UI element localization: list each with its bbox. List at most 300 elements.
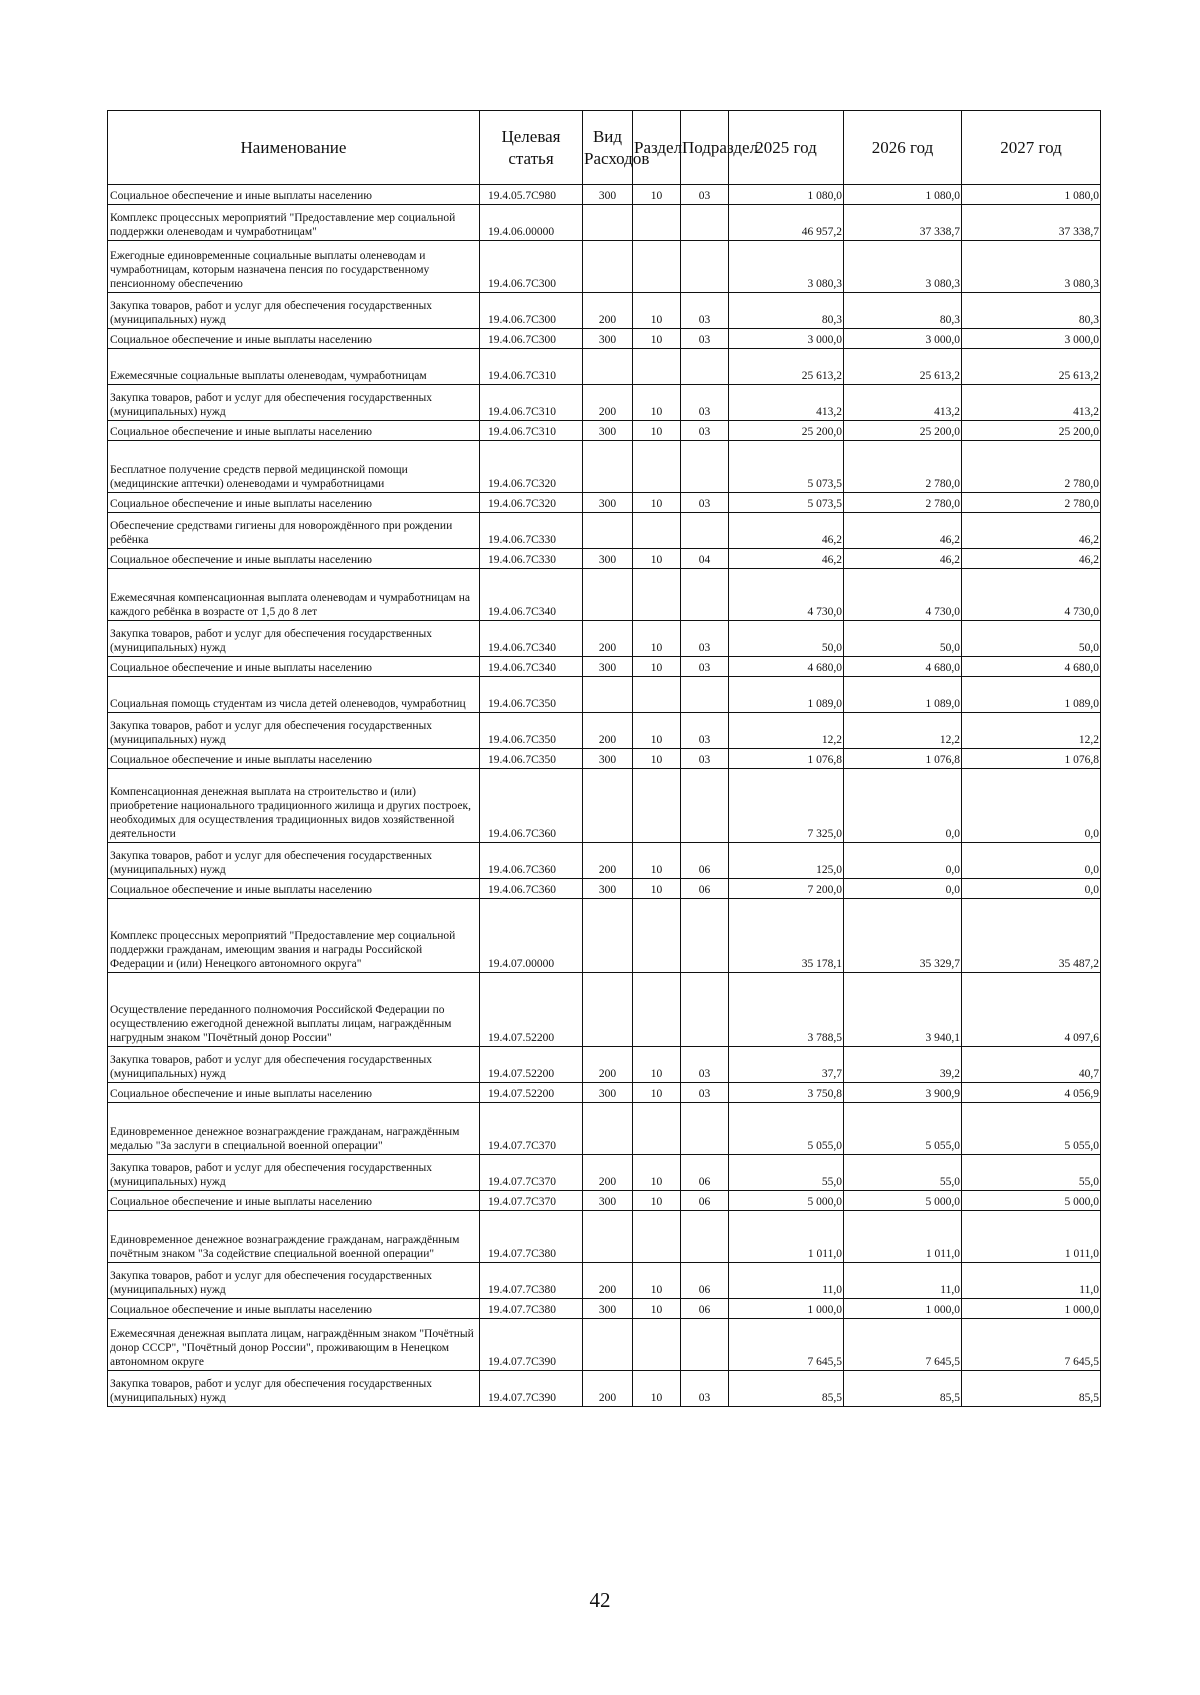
- cell-2025: 3 788,5: [729, 973, 844, 1047]
- cell-target-article: 19.4.07.52200: [480, 1083, 583, 1103]
- cell-name: Социальное обеспечение и иные выплаты населению: [108, 879, 480, 899]
- cell-subsection: [681, 677, 729, 713]
- cell-2026: 7 645,5: [844, 1319, 962, 1371]
- cell-expense-type: 200: [583, 385, 633, 421]
- cell-subsection: 03: [681, 421, 729, 441]
- cell-section: [633, 241, 681, 293]
- cell-2025: 4 730,0: [729, 569, 844, 621]
- cell-name: Ежемесячные социальные выплаты оленеводам, чумработницам: [108, 349, 480, 385]
- cell-subsection: 03: [681, 1083, 729, 1103]
- cell-2027: 2 780,0: [962, 493, 1101, 513]
- cell-2026: 46,2: [844, 549, 962, 569]
- cell-2027: 413,2: [962, 385, 1101, 421]
- table-row: [108, 549, 1101, 569]
- cell-2027: 1 076,8: [962, 749, 1101, 769]
- cell-2027: 1 011,0: [962, 1211, 1101, 1263]
- table-row: [108, 1263, 1101, 1299]
- cell-2025: 4 680,0: [729, 657, 844, 677]
- cell-name: Комплекс процессных мероприятий "Предоставление мер социальной поддержки оленеводам и чумработницам": [108, 205, 480, 241]
- cell-section: [633, 1211, 681, 1263]
- cell-expense-type: [583, 973, 633, 1047]
- header-name: Наименование: [108, 111, 480, 185]
- cell-2025: 12,2: [729, 713, 844, 749]
- cell-2027: 85,5: [962, 1371, 1101, 1407]
- cell-2025: 55,0: [729, 1155, 844, 1191]
- cell-section: 10: [633, 1191, 681, 1211]
- cell-2026: 3 900,9: [844, 1083, 962, 1103]
- cell-2025: 7 200,0: [729, 879, 844, 899]
- cell-expense-type: [583, 513, 633, 549]
- cell-expense-type: [583, 677, 633, 713]
- cell-section: [633, 205, 681, 241]
- cell-expense-type: 200: [583, 843, 633, 879]
- cell-target-article: 19.4.06.7С310: [480, 385, 583, 421]
- cell-2027: 5 000,0: [962, 1191, 1101, 1211]
- table-row: [108, 441, 1101, 493]
- cell-expense-type: [583, 349, 633, 385]
- cell-subsection: 03: [681, 1047, 729, 1083]
- table-row: [108, 677, 1101, 713]
- cell-subsection: [681, 349, 729, 385]
- cell-section: 10: [633, 1371, 681, 1407]
- cell-target-article: 19.4.07.7С380: [480, 1263, 583, 1299]
- cell-expense-type: [583, 769, 633, 843]
- cell-name: Ежемесячная компенсационная выплата оленеводам и чумработницам на каждого ребёнка в возрасте от 1,5 до 8 лет: [108, 569, 480, 621]
- cell-subsection: [681, 205, 729, 241]
- cell-name: Закупка товаров, работ и услуг для обеспечения государственных (муниципальных) нужд: [108, 713, 480, 749]
- cell-target-article: 19.4.07.52200: [480, 973, 583, 1047]
- cell-2027: 1 080,0: [962, 185, 1101, 205]
- cell-2027: 25 613,2: [962, 349, 1101, 385]
- cell-2025: 5 000,0: [729, 1191, 844, 1211]
- table-row: [108, 657, 1101, 677]
- cell-2025: 1 000,0: [729, 1299, 844, 1319]
- cell-subsection: [681, 1103, 729, 1155]
- cell-target-article: 19.4.06.7С340: [480, 657, 583, 677]
- table-row: [108, 749, 1101, 769]
- table-row: [108, 713, 1101, 749]
- cell-subsection: 06: [681, 843, 729, 879]
- header-target-article: Целевая статья: [480, 111, 583, 185]
- cell-expense-type: 200: [583, 1155, 633, 1191]
- cell-2026: 25 200,0: [844, 421, 962, 441]
- cell-2027: 80,3: [962, 293, 1101, 329]
- cell-target-article: 19.4.06.7С360: [480, 843, 583, 879]
- cell-2025: 5 073,5: [729, 493, 844, 513]
- cell-expense-type: 300: [583, 1299, 633, 1319]
- cell-target-article: 19.4.06.7С300: [480, 329, 583, 349]
- cell-subsection: [681, 441, 729, 493]
- header-2025: 2025 год: [729, 111, 844, 185]
- table-row: [108, 185, 1101, 205]
- cell-target-article: 19.4.05.7С980: [480, 185, 583, 205]
- cell-2025: 3 750,8: [729, 1083, 844, 1103]
- cell-name: Осуществление переданного полномочия Российской Федерации по осуществлению ежегодной денежной выплаты лицам, награждённым нагрудным знаком "Почётный донор России": [108, 973, 480, 1047]
- cell-subsection: [681, 513, 729, 549]
- cell-expense-type: 300: [583, 549, 633, 569]
- cell-section: [633, 441, 681, 493]
- cell-section: [633, 349, 681, 385]
- cell-2027: 5 055,0: [962, 1103, 1101, 1155]
- cell-subsection: 03: [681, 713, 729, 749]
- cell-2027: 46,2: [962, 549, 1101, 569]
- cell-target-article: 19.4.06.7С330: [480, 513, 583, 549]
- cell-name: Единовременное денежное вознаграждение гражданам, награждённым медалью "За заслуги в специальной военной операции": [108, 1103, 480, 1155]
- cell-expense-type: 200: [583, 293, 633, 329]
- cell-subsection: [681, 569, 729, 621]
- cell-section: [633, 513, 681, 549]
- cell-expense-type: 200: [583, 713, 633, 749]
- cell-expense-type: 200: [583, 1047, 633, 1083]
- cell-subsection: 03: [681, 493, 729, 513]
- cell-name: Социальное обеспечение и иные выплаты населению: [108, 421, 480, 441]
- cell-2025: 1 011,0: [729, 1211, 844, 1263]
- cell-name: Социальное обеспечение и иные выплаты населению: [108, 1299, 480, 1319]
- cell-2026: 2 780,0: [844, 493, 962, 513]
- cell-name: Закупка товаров, работ и услуг для обеспечения государственных (муниципальных) нужд: [108, 621, 480, 657]
- cell-name: Социальное обеспечение и иные выплаты населению: [108, 1083, 480, 1103]
- cell-name: Закупка товаров, работ и услуг для обеспечения государственных (муниципальных) нужд: [108, 843, 480, 879]
- cell-section: 10: [633, 385, 681, 421]
- cell-target-article: 19.4.06.7С350: [480, 713, 583, 749]
- cell-2027: 3 080,3: [962, 241, 1101, 293]
- cell-name: Обеспечение средствами гигиены для новорождённого при рождении ребёнка: [108, 513, 480, 549]
- cell-2025: 1 076,8: [729, 749, 844, 769]
- table-row: [108, 421, 1101, 441]
- table-row: [108, 205, 1101, 241]
- cell-target-article: 19.4.06.7С340: [480, 621, 583, 657]
- cell-section: 10: [633, 843, 681, 879]
- cell-2027: 1 089,0: [962, 677, 1101, 713]
- cell-section: 10: [633, 1263, 681, 1299]
- cell-section: 10: [633, 185, 681, 205]
- cell-2025: 37,7: [729, 1047, 844, 1083]
- cell-2025: 7 325,0: [729, 769, 844, 843]
- cell-2027: 4 680,0: [962, 657, 1101, 677]
- cell-expense-type: [583, 1319, 633, 1371]
- table-row: [108, 1211, 1101, 1263]
- cell-expense-type: 300: [583, 749, 633, 769]
- cell-expense-type: [583, 1103, 633, 1155]
- cell-2025: 413,2: [729, 385, 844, 421]
- cell-2027: 0,0: [962, 769, 1101, 843]
- cell-name: Социальное обеспечение и иные выплаты населению: [108, 749, 480, 769]
- cell-2026: 37 338,7: [844, 205, 962, 241]
- cell-2026: 0,0: [844, 843, 962, 879]
- cell-expense-type: 300: [583, 493, 633, 513]
- cell-target-article: 19.4.07.00000: [480, 899, 583, 973]
- cell-target-article: 19.4.06.7С320: [480, 441, 583, 493]
- cell-2026: 0,0: [844, 769, 962, 843]
- cell-name: Закупка товаров, работ и услуг для обеспечения государственных (муниципальных) нужд: [108, 1371, 480, 1407]
- table-row: [108, 1155, 1101, 1191]
- table-row: [108, 843, 1101, 879]
- cell-target-article: 19.4.06.7С330: [480, 549, 583, 569]
- cell-2027: 55,0: [962, 1155, 1101, 1191]
- cell-expense-type: 200: [583, 621, 633, 657]
- cell-2025: 25 200,0: [729, 421, 844, 441]
- cell-name: Социальное обеспечение и иные выплаты населению: [108, 185, 480, 205]
- cell-section: 10: [633, 1047, 681, 1083]
- cell-section: 10: [633, 657, 681, 677]
- cell-2026: 50,0: [844, 621, 962, 657]
- table-row: [108, 1103, 1101, 1155]
- table-row: [108, 899, 1101, 973]
- cell-target-article: 19.4.06.7С360: [480, 769, 583, 843]
- cell-name: Закупка товаров, работ и услуг для обеспечения государственных (муниципальных) нужд: [108, 385, 480, 421]
- table-row: [108, 329, 1101, 349]
- cell-2025: 7 645,5: [729, 1319, 844, 1371]
- cell-2026: 413,2: [844, 385, 962, 421]
- cell-target-article: 19.4.07.52200: [480, 1047, 583, 1083]
- cell-name: Закупка товаров, работ и услуг для обеспечения государственных (муниципальных) нужд: [108, 293, 480, 329]
- cell-2026: 11,0: [844, 1263, 962, 1299]
- cell-section: [633, 973, 681, 1047]
- cell-subsection: [681, 769, 729, 843]
- cell-2027: 35 487,2: [962, 899, 1101, 973]
- cell-expense-type: [583, 441, 633, 493]
- cell-section: 10: [633, 713, 681, 749]
- cell-subsection: [681, 973, 729, 1047]
- cell-2027: 11,0: [962, 1263, 1101, 1299]
- cell-subsection: 03: [681, 385, 729, 421]
- cell-2026: 85,5: [844, 1371, 962, 1407]
- cell-2027: 0,0: [962, 843, 1101, 879]
- cell-2026: 3 940,1: [844, 973, 962, 1047]
- cell-section: 10: [633, 549, 681, 569]
- cell-2025: 5 073,5: [729, 441, 844, 493]
- cell-target-article: 19.4.07.7С380: [480, 1211, 583, 1263]
- cell-name: Социальное обеспечение и иные выплаты населению: [108, 549, 480, 569]
- cell-name: Закупка товаров, работ и услуг для обеспечения государственных (муниципальных) нужд: [108, 1263, 480, 1299]
- cell-target-article: 19.4.06.7С310: [480, 421, 583, 441]
- cell-2025: 46,2: [729, 549, 844, 569]
- cell-2026: 5 000,0: [844, 1191, 962, 1211]
- cell-2027: 1 000,0: [962, 1299, 1101, 1319]
- cell-section: [633, 769, 681, 843]
- table-body: [108, 185, 1101, 1407]
- cell-name: Закупка товаров, работ и услуг для обеспечения государственных (муниципальных) нужд: [108, 1155, 480, 1191]
- cell-section: 10: [633, 493, 681, 513]
- cell-2026: 25 613,2: [844, 349, 962, 385]
- cell-subsection: 03: [681, 749, 729, 769]
- cell-expense-type: [583, 241, 633, 293]
- cell-subsection: 03: [681, 621, 729, 657]
- table-row: [108, 769, 1101, 843]
- cell-2027: 4 730,0: [962, 569, 1101, 621]
- cell-2027: 25 200,0: [962, 421, 1101, 441]
- cell-target-article: 19.4.07.7С390: [480, 1371, 583, 1407]
- cell-2025: 80,3: [729, 293, 844, 329]
- cell-2027: 3 000,0: [962, 329, 1101, 349]
- cell-subsection: 06: [681, 1263, 729, 1299]
- cell-name: Комплекс процессных мероприятий "Предоставление мер социальной поддержки гражданам, имеющим звания и награды Российской Федерации и (или) Ненецкого автономного округа": [108, 899, 480, 973]
- cell-2025: 5 055,0: [729, 1103, 844, 1155]
- cell-2026: 1 089,0: [844, 677, 962, 713]
- cell-section: [633, 1319, 681, 1371]
- cell-2026: 4 730,0: [844, 569, 962, 621]
- table-row: [108, 1083, 1101, 1103]
- cell-name: Бесплатное получение средств первой медицинской помощи (медицинские аптечки) оленеводами и чумработницами: [108, 441, 480, 493]
- cell-section: 10: [633, 879, 681, 899]
- cell-2026: 1 080,0: [844, 185, 962, 205]
- table-row: [108, 569, 1101, 621]
- table-row: [108, 973, 1101, 1047]
- cell-2027: 0,0: [962, 879, 1101, 899]
- cell-name: Социальное обеспечение и иные выплаты населению: [108, 493, 480, 513]
- table-row: [108, 1299, 1101, 1319]
- cell-target-article: 19.4.06.7С310: [480, 349, 583, 385]
- budget-table: [107, 110, 1101, 1407]
- cell-2026: 39,2: [844, 1047, 962, 1083]
- cell-target-article: 19.4.06.7С340: [480, 569, 583, 621]
- cell-section: [633, 677, 681, 713]
- cell-2027: 12,2: [962, 713, 1101, 749]
- cell-2026: 5 055,0: [844, 1103, 962, 1155]
- cell-2025: 50,0: [729, 621, 844, 657]
- cell-subsection: [681, 241, 729, 293]
- cell-subsection: [681, 1211, 729, 1263]
- cell-expense-type: 300: [583, 1191, 633, 1211]
- cell-target-article: 19.4.06.7С300: [480, 293, 583, 329]
- cell-expense-type: 200: [583, 1263, 633, 1299]
- cell-name: Компенсационная денежная выплата на строительство и (или) приобретение национального традиционного жилища и других построек, необходимых для осуществления традиционных видов хозяйственной деятельности: [108, 769, 480, 843]
- cell-2025: 25 613,2: [729, 349, 844, 385]
- cell-2027: 46,2: [962, 513, 1101, 549]
- cell-2025: 11,0: [729, 1263, 844, 1299]
- cell-expense-type: 300: [583, 329, 633, 349]
- cell-2027: 2 780,0: [962, 441, 1101, 493]
- table-row: [108, 349, 1101, 385]
- cell-expense-type: [583, 1211, 633, 1263]
- cell-subsection: 03: [681, 1371, 729, 1407]
- table-row: [108, 493, 1101, 513]
- cell-2027: 4 056,9: [962, 1083, 1101, 1103]
- cell-target-article: 19.4.06.7С350: [480, 677, 583, 713]
- cell-2027: 7 645,5: [962, 1319, 1101, 1371]
- cell-subsection: [681, 1319, 729, 1371]
- header-2026: 2026 год: [844, 111, 962, 185]
- cell-section: 10: [633, 421, 681, 441]
- cell-name: Социальное обеспечение и иные выплаты населению: [108, 329, 480, 349]
- cell-2026: 12,2: [844, 713, 962, 749]
- table-row: [108, 241, 1101, 293]
- table-row: [108, 513, 1101, 549]
- cell-section: [633, 569, 681, 621]
- cell-section: 10: [633, 749, 681, 769]
- table-row: [108, 1191, 1101, 1211]
- table-row: [108, 385, 1101, 421]
- table-row: [108, 1371, 1101, 1407]
- cell-name: Ежемесячная денежная выплата лицам, награждённым знаком "Почётный донор СССР", "Почётный донор России", проживающим в Ненецком автономном округе: [108, 1319, 480, 1371]
- cell-subsection: 06: [681, 1155, 729, 1191]
- cell-2025: 1 089,0: [729, 677, 844, 713]
- cell-2027: 4 097,6: [962, 973, 1101, 1047]
- cell-expense-type: [583, 205, 633, 241]
- cell-2025: 46 957,2: [729, 205, 844, 241]
- cell-section: [633, 899, 681, 973]
- header-subsection: Подраздел: [681, 111, 729, 185]
- cell-2026: 55,0: [844, 1155, 962, 1191]
- cell-section: [633, 1103, 681, 1155]
- cell-name: Закупка товаров, работ и услуг для обеспечения государственных (муниципальных) нужд: [108, 1047, 480, 1083]
- cell-section: 10: [633, 621, 681, 657]
- cell-2027: 50,0: [962, 621, 1101, 657]
- cell-section: 10: [633, 1299, 681, 1319]
- cell-subsection: 03: [681, 293, 729, 329]
- cell-target-article: 19.4.06.7С350: [480, 749, 583, 769]
- cell-target-article: 19.4.06.7С360: [480, 879, 583, 899]
- cell-2026: 1 011,0: [844, 1211, 962, 1263]
- cell-section: 10: [633, 1083, 681, 1103]
- cell-target-article: 19.4.06.7С320: [480, 493, 583, 513]
- cell-2025: 46,2: [729, 513, 844, 549]
- cell-section: 10: [633, 329, 681, 349]
- cell-expense-type: 300: [583, 185, 633, 205]
- cell-target-article: 19.4.07.7С370: [480, 1191, 583, 1211]
- header-row: [108, 111, 1101, 185]
- cell-name: Социальная помощь студентам из числа детей оленеводов, чумработниц: [108, 677, 480, 713]
- table-row: [108, 879, 1101, 899]
- cell-target-article: 19.4.07.7С380: [480, 1299, 583, 1319]
- cell-target-article: 19.4.07.7С370: [480, 1103, 583, 1155]
- cell-2026: 0,0: [844, 879, 962, 899]
- page-number: 42: [589, 1588, 611, 1612]
- cell-expense-type: 300: [583, 879, 633, 899]
- cell-expense-type: 300: [583, 1083, 633, 1103]
- cell-2025: 85,5: [729, 1371, 844, 1407]
- cell-2026: 4 680,0: [844, 657, 962, 677]
- cell-subsection: [681, 899, 729, 973]
- cell-name: Единовременное денежное вознаграждение гражданам, награждённым почётным знаком "За содействие специальной военной операции": [108, 1211, 480, 1263]
- cell-expense-type: [583, 569, 633, 621]
- header-section: Раздел: [633, 111, 681, 185]
- cell-subsection: 06: [681, 1299, 729, 1319]
- cell-2025: 125,0: [729, 843, 844, 879]
- cell-target-article: 19.4.06.7С300: [480, 241, 583, 293]
- cell-subsection: 06: [681, 1191, 729, 1211]
- cell-target-article: 19.4.07.7С370: [480, 1155, 583, 1191]
- cell-2026: 3 080,3: [844, 241, 962, 293]
- cell-2025: 35 178,1: [729, 899, 844, 973]
- cell-target-article: 19.4.06.00000: [480, 205, 583, 241]
- cell-2027: 37 338,7: [962, 205, 1101, 241]
- cell-subsection: 04: [681, 549, 729, 569]
- cell-subsection: 03: [681, 185, 729, 205]
- cell-2025: 3 080,3: [729, 241, 844, 293]
- cell-target-article: 19.4.07.7С390: [480, 1319, 583, 1371]
- cell-2026: 35 329,7: [844, 899, 962, 973]
- cell-name: Социальное обеспечение и иные выплаты населению: [108, 1191, 480, 1211]
- cell-2025: 3 000,0: [729, 329, 844, 349]
- cell-2026: 1 076,8: [844, 749, 962, 769]
- cell-name: Ежегодные единовременные социальные выплаты оленеводам и чумработницам, которым назначена пенсия по государственному пенсионному обеспечению: [108, 241, 480, 293]
- table-row: [108, 1319, 1101, 1371]
- cell-2026: 1 000,0: [844, 1299, 962, 1319]
- table-row: [108, 293, 1101, 329]
- cell-2026: 46,2: [844, 513, 962, 549]
- header-2027: 2027 год: [962, 111, 1101, 185]
- table-header: [108, 111, 1101, 185]
- cell-section: 10: [633, 293, 681, 329]
- cell-2027: 40,7: [962, 1047, 1101, 1083]
- cell-subsection: 03: [681, 329, 729, 349]
- cell-expense-type: [583, 899, 633, 973]
- cell-subsection: 03: [681, 657, 729, 677]
- cell-subsection: 06: [681, 879, 729, 899]
- cell-2026: 80,3: [844, 293, 962, 329]
- cell-section: 10: [633, 1155, 681, 1191]
